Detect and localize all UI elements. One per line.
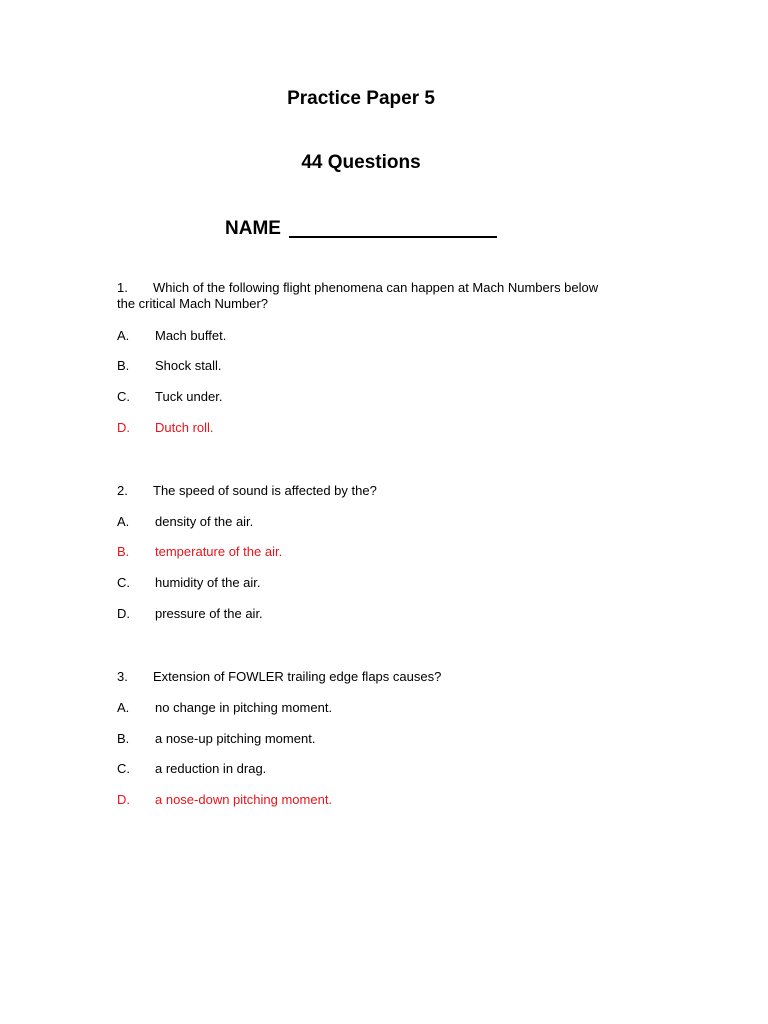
question-2 [117,483,617,499]
q3-option-b [117,731,315,747]
option-text: density of the air. [155,514,254,529]
q1-option-b [117,358,221,374]
q3-option-a [117,700,332,716]
q1-option-a [117,328,226,344]
q2-option-a [117,514,253,530]
q1-option-c [117,389,222,405]
question-number: 3. [117,669,128,684]
option-letter: C. [117,389,130,404]
question-3 [117,669,617,685]
question-text: The speed of sound is affected by the? [153,483,377,498]
option-text: no change in pitching moment. [155,700,333,715]
option-text: pressure of the air. [155,606,263,621]
question-number: 1. [117,280,128,295]
q2-option-b-correct [117,544,282,560]
option-text: Tuck under. [155,389,223,404]
question-count: 44 Questions [301,152,421,173]
name-blank-line [289,216,497,238]
option-letter: D. [117,420,130,435]
option-letter: A. [117,328,130,343]
option-letter: B. [117,544,130,559]
option-letter: D. [117,606,130,621]
option-letter: C. [117,575,130,590]
option-text: a reduction in drag. [155,761,267,776]
page-title: Practice Paper 5 [287,88,435,109]
option-letter: D. [117,792,130,807]
option-letter: A. [117,514,130,529]
q2-option-c [117,575,261,591]
option-letter: B. [117,731,130,746]
option-text: a nose-down pitching moment. [155,792,333,807]
question-text: Which of the following flight phenomena can happen at Mach Numbers below the critical Mach Number? [117,280,599,311]
question-number: 2. [117,483,128,498]
option-letter: A. [117,700,130,715]
name-label: NAME [225,218,281,239]
q1-option-d-correct [117,420,214,436]
option-text: Mach buffet. [155,328,227,343]
option-text: temperature of the air. [155,544,283,559]
q2-option-d [117,606,263,622]
question-text: Extension of FOWLER trailing edge flaps causes? [153,669,442,684]
option-text: humidity of the air. [155,575,261,590]
question-1 [117,280,617,312]
option-text: Shock stall. [155,358,222,373]
option-text: Dutch roll. [155,420,214,435]
q3-option-d-correct [117,792,332,808]
option-text: a nose-up pitching moment. [155,731,316,746]
option-letter: C. [117,761,130,776]
name-field [225,216,497,240]
option-letter: B. [117,358,130,373]
q3-option-c [117,761,266,777]
